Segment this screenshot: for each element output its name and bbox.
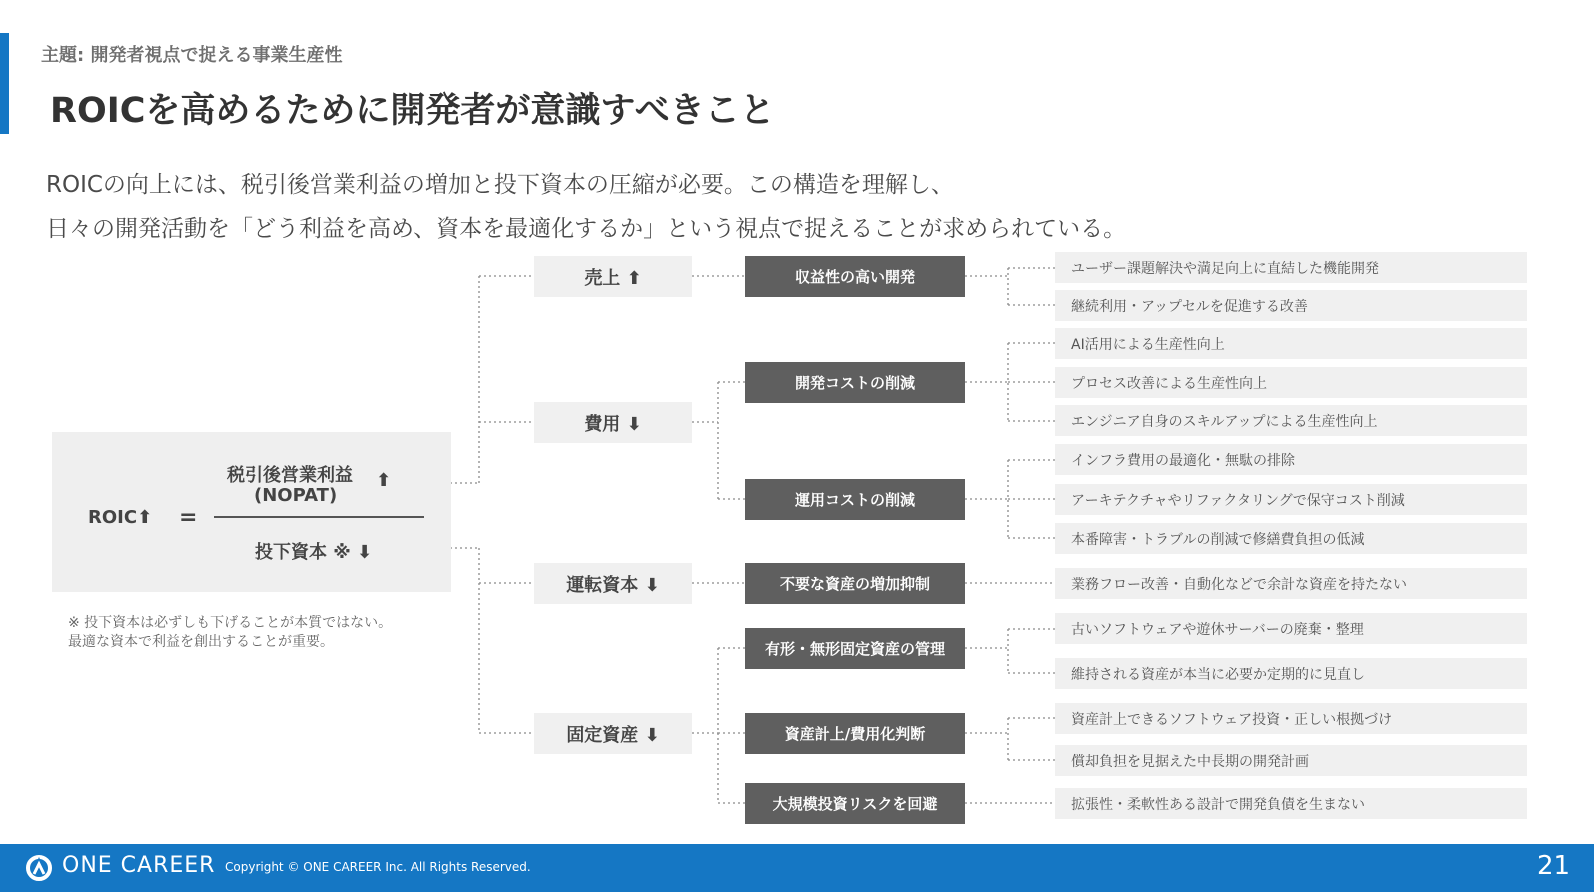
brand-logo-text: ONE CAREER xyxy=(62,853,216,878)
leaf-item: 業務フロー改善・自動化などで余計な資産を持たない xyxy=(1055,568,1527,599)
formula-note-line-1: ※ 投下資本は必ずしも下げることが本質ではない。 xyxy=(68,615,393,631)
copyright-text: Copyright © ONE CAREER Inc. All Rights Reserved. xyxy=(225,860,531,874)
leaf-item: 本番障害・トラブルの削減で修繕費負担の低減 xyxy=(1055,523,1527,554)
leaf-item: エンジニア自身のスキルアップによる生産性向上 xyxy=(1055,405,1527,436)
formula-note-line-2: 最適な資本で利益を創出することが重要。 xyxy=(68,634,334,650)
slide-subtitle: 主題: 開発者視点で捉える事業生産性 xyxy=(41,45,343,66)
equals-sign: = xyxy=(179,505,198,530)
description-line-2: 日々の開発活動を「どう利益を高め、資本を最適化するか」という視点で捉えることが求められている。 xyxy=(46,216,1127,242)
node-dev-cost-reduction: 開発コストの削減 xyxy=(745,362,965,403)
numerator-label: 税引後営業利益 xyxy=(227,465,353,486)
leaf-item: 継続利用・アップセルを促進する改善 xyxy=(1055,290,1527,321)
node-ops-cost-reduction: 運用コストの削減 xyxy=(745,479,965,520)
footer-bar xyxy=(0,844,1594,892)
denominator-label: 投下資本 ※ ⬇ xyxy=(255,542,373,563)
page-number: 21 xyxy=(1537,851,1571,881)
leaf-item: プロセス改善による生産性向上 xyxy=(1055,367,1527,398)
node-sales: 売上 ⬆ xyxy=(534,256,692,297)
down-arrow-icon: ⬇ xyxy=(357,542,373,563)
leaf-item: 資産計上できるソフトウェア投資・正しい根拠づけ xyxy=(1055,703,1527,734)
leaf-item: アーキテクチャやリファクタリングで保守コスト削減 xyxy=(1055,484,1527,515)
leaf-item: 拡張性・柔軟性ある設計で開発負債を生まない xyxy=(1055,788,1527,819)
node-asset-increase-control: 不要な資産の増加抑制 xyxy=(745,563,965,604)
node-capitalize-or-expense: 資産計上/費用化判断 xyxy=(745,713,965,754)
leaf-item: AI活用による生産性向上 xyxy=(1055,328,1527,359)
numerator-abbreviation: (NOPAT) xyxy=(254,485,338,506)
leaf-item: 維持される資産が本当に必要か定期的に見直し xyxy=(1055,658,1527,689)
leaf-item: 古いソフトウェアや遊休サーバーの廃棄・整理 xyxy=(1055,613,1527,644)
leaf-item: ユーザー課題解決や満足向上に直結した機能開発 xyxy=(1055,252,1527,283)
up-arrow-icon: ⬆ xyxy=(376,470,392,491)
fraction-line xyxy=(214,516,424,518)
up-arrow-icon: ⬆ xyxy=(137,507,153,528)
node-working-capital: 運転資本 ⬇ xyxy=(534,563,692,604)
node-avoid-large-investment-risk: 大規模投資リスクを回避 xyxy=(745,783,965,824)
slide-title: ROICを高めるために開発者が意識すべきこと xyxy=(50,91,775,131)
node-fixed-assets: 固定資産 ⬇ xyxy=(534,713,692,754)
accent-bar xyxy=(0,33,9,134)
description-line-1: ROICの向上には、税引後営業利益の増加と投下資本の圧縮が必要。この構造を理解し、 xyxy=(46,172,954,198)
leaf-item: 償却負担を見据えた中長期の開発計画 xyxy=(1055,745,1527,776)
one-career-logo-icon xyxy=(25,854,53,882)
roic-label: ROIC⬆ xyxy=(88,507,153,528)
leaf-item: インフラ費用の最適化・無駄の排除 xyxy=(1055,444,1527,475)
node-fixed-asset-management: 有形・無形固定資産の管理 xyxy=(745,628,965,669)
node-expenses: 費用 ⬇ xyxy=(534,402,692,443)
node-profitable-development: 収益性の高い開発 xyxy=(745,256,965,297)
